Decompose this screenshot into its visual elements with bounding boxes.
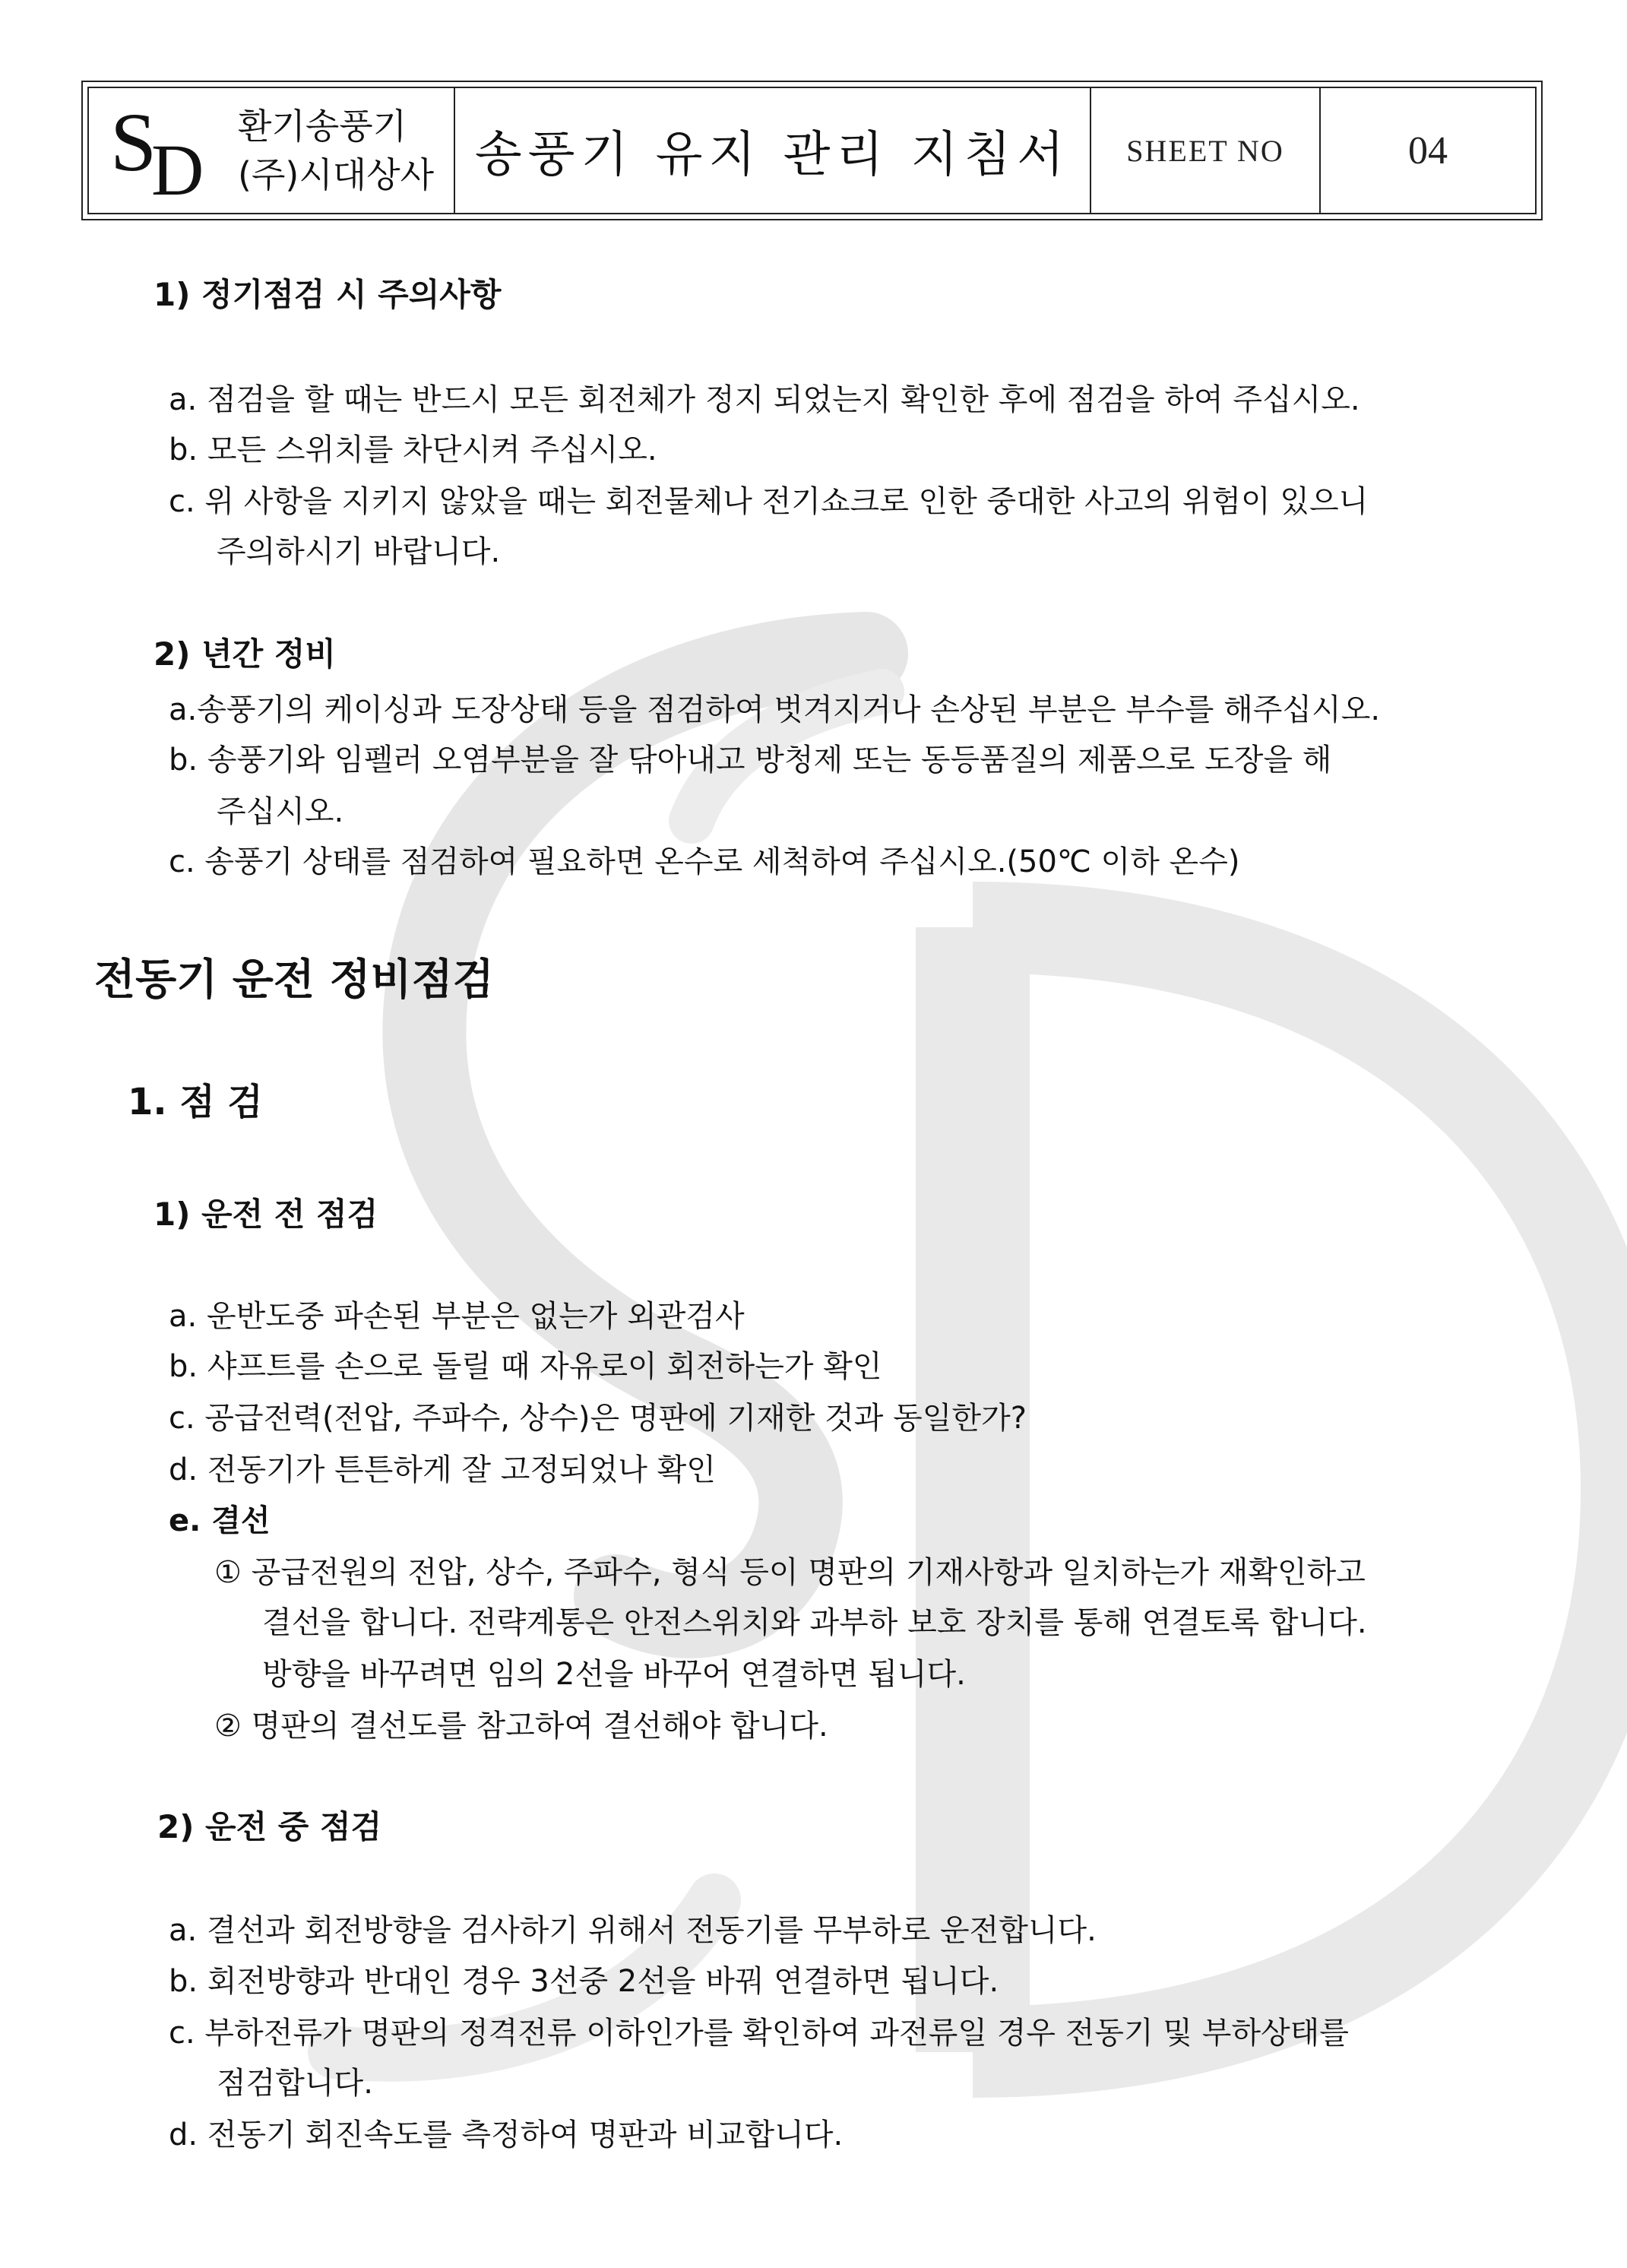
periodic-item-c: c. 위 사항을 지키지 않았을 때는 회전물체나 전기쇼크로 인한 중대한 사고의 위험이 있으니 — [169, 484, 1369, 519]
document-title: 송풍기 유지 관리 지침서 — [474, 127, 1071, 183]
during-run-heading: 2) 운전 중 점검 — [157, 1808, 382, 1845]
company-line-2: (주)시대상사 — [238, 154, 435, 195]
wiring-step-1-line-2: 결선을 합니다. 전략계통은 안전스위치와 과부하 보호 장치를 통해 연결토록 합니다. — [262, 1605, 1367, 1640]
sheet-label-cell — [1091, 88, 1321, 213]
wiring-step-1-line-3: 방향을 바꾸려면 임의 2선을 바꾸어 연결하면 됩니다. — [262, 1657, 966, 1692]
sd-logo-icon — [107, 97, 221, 204]
logo-cell — [89, 88, 455, 213]
sheet-number: 04 — [1408, 128, 1448, 173]
during-run-item-c-cont: 점검합니다. — [217, 2066, 373, 2101]
during-run-item-b: b. 회전방향과 반대인 경우 3선중 2선을 바꿔 연결하면 됩니다. — [169, 1964, 999, 1999]
annual-item-a: a.송풍기의 케이싱과 도장상태 등을 점검하여 벗겨지거나 손상된 부분은 부수를 해주십시오. — [169, 692, 1381, 727]
annual-heading: 2) 년간 정비 — [154, 635, 336, 673]
annual-item-b-cont: 주십시오. — [217, 794, 344, 829]
pre-run-item-b: b. 샤프트를 손으로 돌릴 때 자유로이 회전하는가 확인 — [169, 1349, 882, 1384]
periodic-item-c-cont: 주의하시기 바랍니다. — [217, 534, 501, 569]
company-line-1: 환기송풍기 — [238, 106, 407, 147]
document-header — [81, 81, 1543, 220]
wiring-step-2: ② 명판의 결선도를 참고하여 결선해야 합니다. — [214, 1709, 828, 1744]
pre-run-item-c: c. 공급전력(전압, 주파수, 상수)은 명판에 기재한 것과 동일한가? — [169, 1401, 1027, 1436]
periodic-heading: 1) 정기점검 시 주의사항 — [154, 276, 502, 313]
during-run-item-c: c. 부하전류가 명판의 정격전류 이하인가를 확인하여 과전류일 경우 전동기 및 부하상태를 — [169, 2016, 1349, 2051]
pre-run-heading: 1) 운전 전 점검 — [154, 1196, 378, 1233]
pre-run-item-d: d. 전동기가 튼튼하게 잘 고정되었나 확인 — [169, 1452, 716, 1487]
inspection-heading: 1. 점 검 — [128, 1081, 263, 1123]
annual-item-c: c. 송풍기 상태를 점검하여 필요하면 온수로 세척하여 주십시오.(50℃ 이하 온수) — [169, 844, 1240, 879]
sheet-label: SHEET NO — [1126, 133, 1284, 168]
sheet-number-cell — [1321, 88, 1535, 213]
title-cell — [455, 88, 1091, 213]
motor-section-title: 전동기 운전 정비점검 — [94, 955, 494, 1005]
company-name — [238, 102, 434, 199]
during-run-item-d: d. 전동기 회진속도를 측정하여 명판과 비교합니다. — [169, 2118, 844, 2152]
svg-text:D: D — [151, 129, 204, 204]
periodic-item-a: a. 점검을 할 때는 반드시 모든 회전체가 정지 되었는지 확인한 후에 점검을 하여 주십시오. — [169, 382, 1360, 417]
svg-text:S: S — [110, 97, 157, 188]
annual-item-b: b. 송풍기와 임펠러 오염부분을 잘 닦아내고 방청제 또는 동등품질의 제품으로 도장을 해 — [169, 743, 1332, 778]
periodic-item-b: b. 모든 스위치를 차단시켜 주십시오. — [169, 432, 657, 467]
during-run-item-a: a. 결선과 회전방향을 검사하기 위해서 전동기를 무부하로 운전합니다. — [169, 1913, 1097, 1948]
pre-run-item-e: e. 결선 — [169, 1503, 271, 1538]
wiring-step-1: ① 공급전원의 전압, 상수, 주파수, 형식 등이 명판의 기재사항과 일치하는가 재확인하고 — [214, 1555, 1366, 1590]
pre-run-item-a: a. 운반도중 파손된 부분은 없는가 외관검사 — [169, 1299, 745, 1334]
